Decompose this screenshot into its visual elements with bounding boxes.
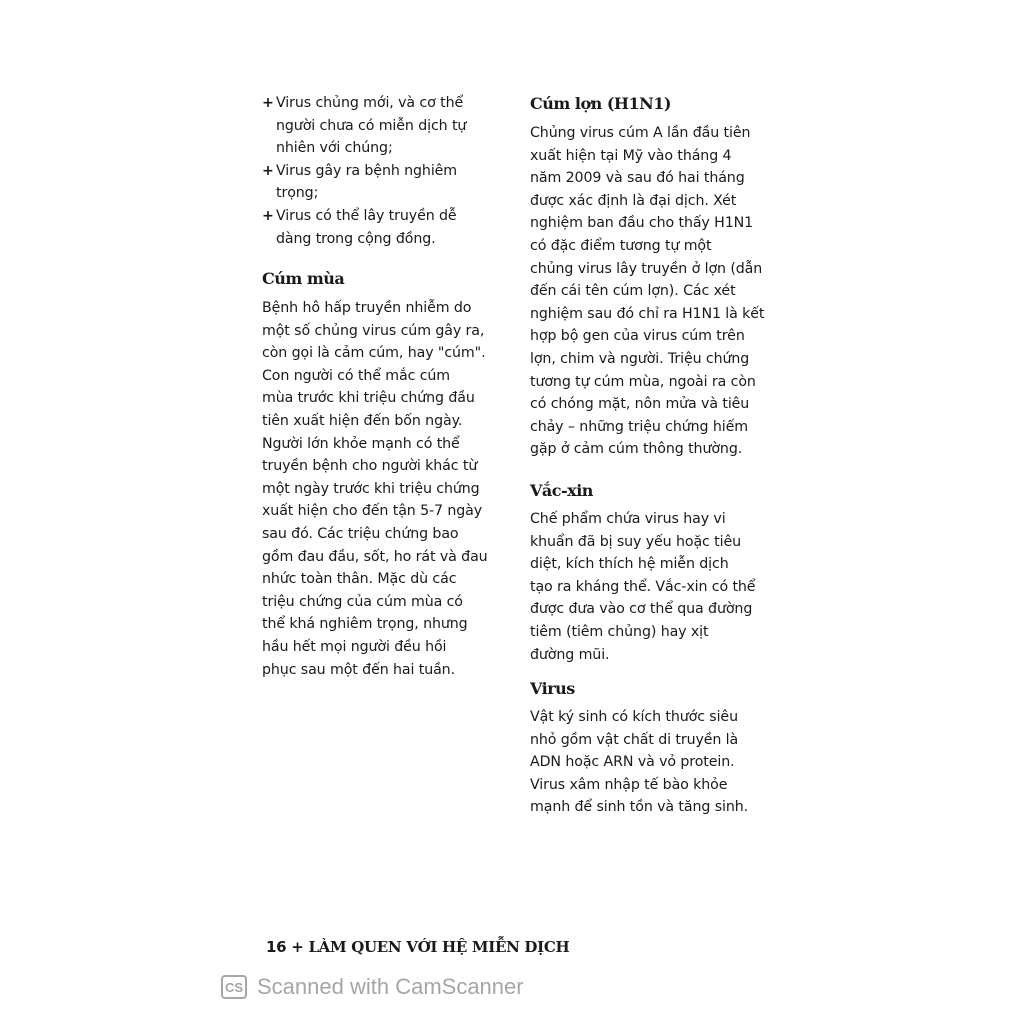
page-number: 16 <box>266 938 287 956</box>
camscanner-watermark <box>221 974 524 1000</box>
text-line: hầu hết mọi người đều hồi <box>262 638 447 655</box>
text-line: mùa trước khi triệu chứng đầu <box>262 390 475 407</box>
footer-separator: + <box>291 938 304 956</box>
text-line: tương tự cúm mùa, ngoài ra còn <box>530 373 756 390</box>
text-line: người chưa có miễn dịch tự <box>276 117 467 134</box>
section-heading: Vắc-xin <box>530 481 593 500</box>
section-body <box>262 297 488 681</box>
text-line: được đưa vào cơ thể qua đường <box>530 601 753 618</box>
section-cum-mua <box>262 267 488 681</box>
text-line: hợp bộ gen của virus cúm trên <box>530 328 745 345</box>
camscanner-logo-icon: CS <box>221 975 247 999</box>
text-line: tiêm (tiêm chủng) hay xịt <box>530 623 709 640</box>
watermark-text: Scanned with CamScanner <box>257 974 524 999</box>
bullet-list <box>262 92 466 250</box>
text-line: gồm đau đầu, sốt, ho rát và đau <box>262 548 488 565</box>
text-line: năm 2009 và sau đó hai tháng <box>530 170 745 187</box>
section-virus <box>530 677 748 819</box>
text-line: mạnh để sinh tồn và tăng sinh. <box>530 799 749 816</box>
text-line: xuất hiện cho đến tận 5-7 ngày <box>262 503 483 520</box>
section-heading: Virus <box>530 679 575 698</box>
text-line: + Virus gây ra bệnh nghiêm <box>276 160 466 183</box>
section-body <box>530 122 764 461</box>
text-line: tiên xuất hiện đến bốn ngày. <box>262 412 463 429</box>
section-heading: Cúm lợn (H1N1) <box>530 94 671 113</box>
book-title: LÀM QUEN VỚI HỆ MIỄN DỊCH <box>308 938 570 956</box>
text-line: + Virus chủng mới, và cơ thể <box>276 92 466 115</box>
text-line: nghiệm ban đầu cho thấy H1N1 <box>530 215 754 232</box>
text-line: Virus xâm nhập tế bào khỏe <box>530 776 728 793</box>
text-line: có chóng mặt, nôn mửa và tiêu <box>530 396 750 413</box>
text-line: đường mũi. <box>530 646 610 663</box>
text-line: nhỏ gồm vật chất di truyền là <box>530 731 739 748</box>
bullet-item <box>262 92 466 160</box>
section-vac-xin <box>530 479 755 666</box>
text-line: trọng; <box>276 185 319 202</box>
text-line: Người lớn khỏe mạnh có thể <box>262 435 460 452</box>
text-line: diệt, kích thích hệ miễn dịch <box>530 556 729 573</box>
text-line: Vật ký sinh có kích thước siêu <box>530 709 738 725</box>
text-line: dàng trong cộng đồng. <box>276 230 436 247</box>
text-line: phục sau một đến hai tuần. <box>262 661 455 678</box>
page-footer <box>266 938 569 956</box>
section-cum-lon <box>530 92 764 461</box>
section-heading: Cúm mùa <box>262 269 345 288</box>
text-line: được xác định là đại dịch. Xét <box>530 192 737 209</box>
text-line: Chế phẩm chứa virus hay vi <box>530 511 726 527</box>
section-body <box>530 508 755 666</box>
text-line: gặp ở cảm cúm thông thường. <box>530 441 743 458</box>
text-line: chủng virus lây truyền ở lợn (dẫn <box>530 260 763 277</box>
text-line: nhiên với chúng; <box>276 140 393 157</box>
text-line: một số chủng virus cúm gây ra, <box>262 322 485 339</box>
text-line: nghiệm sau đó chỉ ra H1N1 là kết <box>530 305 765 322</box>
text-line: xuất hiện tại Mỹ vào tháng 4 <box>530 147 732 164</box>
text-line: + Virus có thể lây truyền dễ <box>276 205 466 228</box>
text-line: đến cái tên cúm lợn). Các xét <box>530 283 736 300</box>
text-line: thể khá nghiêm trọng, nhưng <box>262 616 468 633</box>
bullet-item <box>262 160 466 205</box>
text-line: Bệnh hô hấp truyền nhiễm do <box>262 300 472 316</box>
text-line: Con người có thể mắc cúm <box>262 367 451 384</box>
text-line: có đặc điểm tương tự một <box>530 237 712 254</box>
text-line: còn gọi là cảm cúm, hay "cúm". <box>262 345 486 362</box>
text-line: ADN hoặc ARN và vỏ protein. <box>530 754 735 771</box>
bullet-item <box>262 205 466 250</box>
text-line: khuẩn đã bị suy yếu hoặc tiêu <box>530 533 741 550</box>
text-line: triệu chứng của cúm mùa có <box>262 593 463 610</box>
text-line: sau đó. Các triệu chứng bao <box>262 525 459 542</box>
text-line: Chủng virus cúm A lần đầu tiên <box>530 125 751 141</box>
text-line: lợn, chim và người. Triệu chứng <box>530 350 750 367</box>
section-body <box>530 706 748 819</box>
text-line: nhức toàn thân. Mặc dù các <box>262 571 457 588</box>
text-line: truyền bệnh cho người khác từ <box>262 458 478 475</box>
text-line: tạo ra kháng thể. Vắc-xin có thể <box>530 578 756 595</box>
text-line: một ngày trước khi triệu chứng <box>262 480 480 497</box>
text-line: chảy – những triệu chứng hiếm <box>530 418 748 435</box>
